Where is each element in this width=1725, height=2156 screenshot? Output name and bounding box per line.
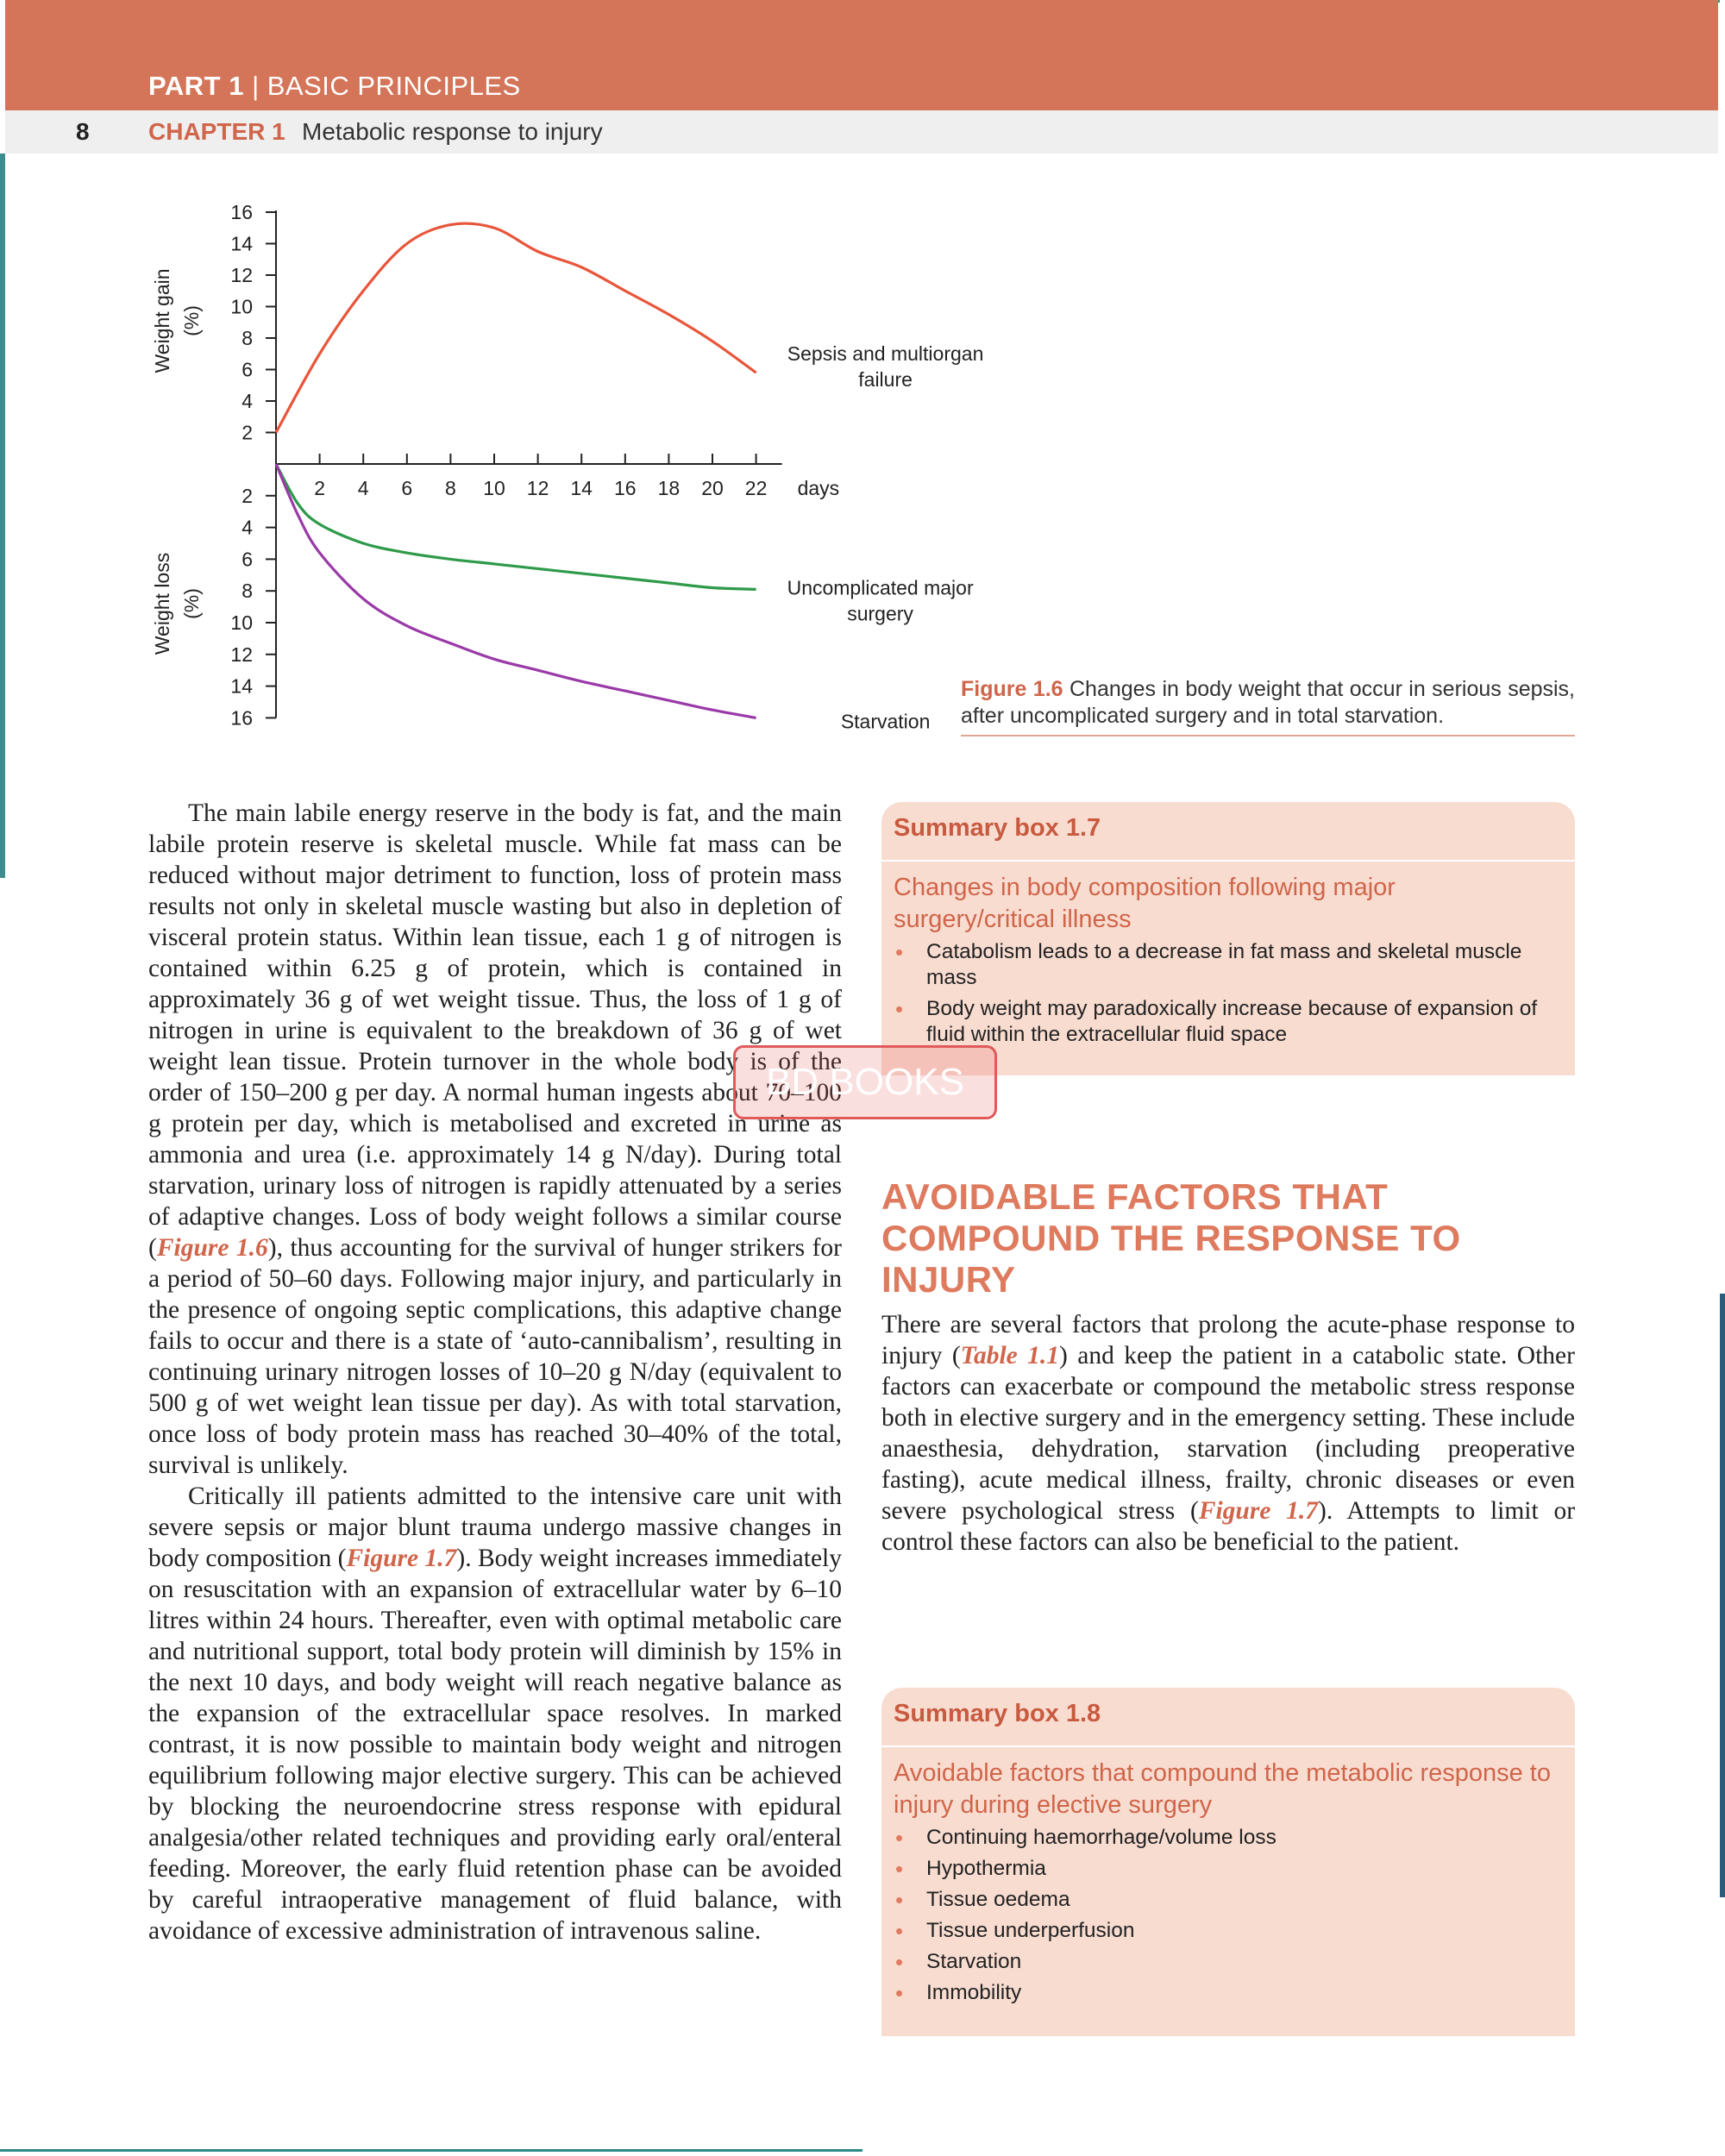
x-tick-label: 10: [483, 477, 505, 499]
summary-box-1-8: [881, 1688, 1575, 2036]
summary-box-1-7: [881, 802, 1575, 1075]
y-axis-label-lower: Weight loss: [151, 552, 173, 655]
x-tick-label: 20: [701, 477, 724, 499]
table-1-1-link[interactable]: Table 1.1: [960, 1342, 1060, 1369]
y-tick-label: 8: [242, 327, 253, 349]
y-tick-label: 16: [230, 201, 253, 223]
y-tick-label: 10: [230, 611, 253, 634]
y-tick-label: 8: [242, 580, 253, 603]
series-label-2-line2: surgery: [847, 602, 913, 625]
x-tick-label: 8: [445, 477, 456, 499]
y-axis-label-upper-unit: (%): [180, 305, 203, 336]
figure-1-7-link[interactable]: Figure 1.7: [346, 1545, 457, 1572]
list-item: • Starvation: [926, 1949, 1563, 1975]
x-axis-label: days: [797, 477, 840, 499]
y-tick-label: 14: [230, 232, 253, 255]
list-item: • Body weight may paradoxically increase because of expansion of fluid within the extracellular fluid space: [926, 996, 1563, 1048]
y-tick-label: 10: [230, 295, 253, 318]
list-item: • Tissue oedema: [926, 1887, 1563, 1913]
chapter-label: CHAPTER 1: [148, 118, 285, 145]
x-tick-label: 16: [614, 477, 637, 499]
series-line-2: [276, 464, 756, 589]
list-item: • Hypothermia: [926, 1856, 1563, 1882]
y-tick-label: 12: [230, 264, 253, 286]
y-axis-label-upper: Weight gain: [151, 268, 173, 373]
summary-box-title: Summary box 1.8: [894, 1700, 1101, 1727]
main-body-text: [148, 798, 842, 1946]
y-tick-label: 16: [230, 706, 253, 730]
y-tick-label: 6: [242, 358, 253, 381]
x-tick-label: 4: [357, 477, 369, 499]
y-tick-label: 6: [242, 548, 253, 571]
body-paragraph-1: The main labile energy reserve in the body is fat, and the main labile protein reserve is skeletal muscle. While fat mass can be reduced without major detriment to function, loss of protein mass results not only in skeletal muscle wasting but also in depletion of visceral protein status. Within lean tissue, each 1 g of nitrogen is contained within 6.25 g of protein, which is contained in approximately 36 g of wet weight tissue. Thus, the loss of 1 g of nitrogen in urine is equivalent to the breakdown of 36 g of wet weight lean tissue. Protein turnover in the whole body is of the order of 150–200 g per day. A normal human ingests about 70–100 g protein per day, which is metabolised and excreted in urine as ammonia and urea (i.e. approximately 14 g N/day). During total starvation, urinary loss of nitrogen is rapidly attenuated by a series of adaptive changes. Loss of body weight follows a similar course (Figure 1.6), thus accounting for the survival of hunger strikers for a period of 50–60 days. Following major injury, and particularly in the presence of ongoing septic complications, this adaptive change fails to occur and there is a state of ‘auto-cannibalism’, resulting in continuing urinary nitrogen losses of 10–20 g N/day (equivalent to 500 g of wet weight lean tissue per day). As with total starvation, once loss of body protein mass has reached 30–40% of the total, survival is unlikely.: [148, 799, 842, 1479]
figure-1-6-link[interactable]: Figure 1.6: [156, 1234, 268, 1262]
list-item: • Continuing haemorrhage/volume loss: [926, 1825, 1563, 1851]
y-tick-label: 4: [242, 516, 253, 539]
bottom-edge-line: [0, 2149, 862, 2152]
x-tick-label: 18: [657, 477, 681, 499]
x-tick-label: 6: [401, 477, 413, 499]
series-line-1: [276, 223, 756, 432]
list-item: • Catabolism leads to a decrease in fat mass and skeletal muscle mass: [926, 939, 1563, 991]
series-label-1: Sepsis and multiorgan: [787, 342, 984, 366]
y-tick-label: 2: [242, 484, 253, 507]
summary-box-title: Summary box 1.7: [894, 814, 1101, 842]
series-label-1-line2: failure: [858, 368, 913, 392]
y-axis-label-lower-unit: (%): [180, 588, 203, 619]
weight-change-chart: [0, 0, 1725, 776]
y-tick-label: 4: [242, 390, 253, 412]
page-number: 8: [76, 118, 90, 145]
y-tick-label: 2: [242, 421, 253, 444]
section-heading: AVOIDABLE FACTORS THAT COMPOUND THE RESPONSE TO INJURY: [881, 1176, 1461, 1300]
right-edge-strip: [1720, 1294, 1725, 1897]
list-item: • Immobility: [926, 1980, 1563, 2006]
x-tick-label: 22: [744, 477, 768, 499]
chapter-title: Metabolic response to injury: [302, 118, 603, 145]
x-tick-label: 2: [314, 477, 325, 499]
figure-caption: Figure 1.6 Changes in body weight that occur in serious sepsis, after uncomplicated surgery and in total starvation.: [961, 676, 1575, 736]
watermark-logo: BD BOOKS: [733, 1045, 997, 1119]
y-tick-label: 14: [230, 674, 253, 698]
summary-box-list: [881, 1825, 1575, 2027]
x-tick-label: 12: [526, 477, 549, 499]
series-label-3: Starvation: [840, 710, 931, 733]
summary-box-subtitle: Avoidable factors that compound the metabolic response to injury during elective surgery: [894, 1759, 1551, 1819]
section-body-text: There are several factors that prolong the acute-phase response to injury (Table 1.1) and keep the patient in a catabolic state. Other factors can exacerbate or compound the metabolic stress response both in elective surgery and in the emergency setting. These include anaesthesia, dehydration, starvation (including preoperative fasting), acute medical illness, frailty, chronic diseases or even severe psychological stress (Figure 1.7). Attempts to limit or control these factors can also be beneficial to the patient.: [881, 1311, 1576, 1556]
x-tick-label: 14: [570, 477, 593, 499]
series-label-2: Uncomplicated major: [787, 576, 974, 599]
figure-1-7-link[interactable]: Figure 1.7: [1198, 1497, 1319, 1525]
y-tick-label: 12: [230, 642, 253, 666]
part-heading: PART 1 | BASIC PRINCIPLES: [148, 71, 521, 101]
series-line-3: [276, 464, 756, 718]
list-item: • Tissue underperfusion: [926, 1918, 1563, 1944]
summary-box-subtitle: Changes in body composition following major surgery/critical illness: [894, 874, 1396, 933]
body-paragraph-2: Critically ill patients admitted to the intensive care unit with severe sepsis or major blunt trauma undergo massive changes in body composition (Figure 1.7). Body weight increases immediately on resuscitation with an expansion of extracellular water by 6–10 litres within 24 hours. Thereafter, even with optimal metabolic care and nutritional support, total body protein will diminish by 15% in the next 10 days, and body weight will reach negative balance as the expansion of the extracellular space resolves. In marked contrast, it is now possible to maintain body weight and nitrogen equilibrium following major elective surgery. This can be achieved by blocking the neuroendocrine stress response with epidural analgesia/other related techniques and providing early oral/enteral feeding. Moreover, the early fluid retention phase can be avoided by careful intraoperative management of fluid balance, with avoidance of excessive administration of intravenous saline.: [148, 1482, 842, 1945]
